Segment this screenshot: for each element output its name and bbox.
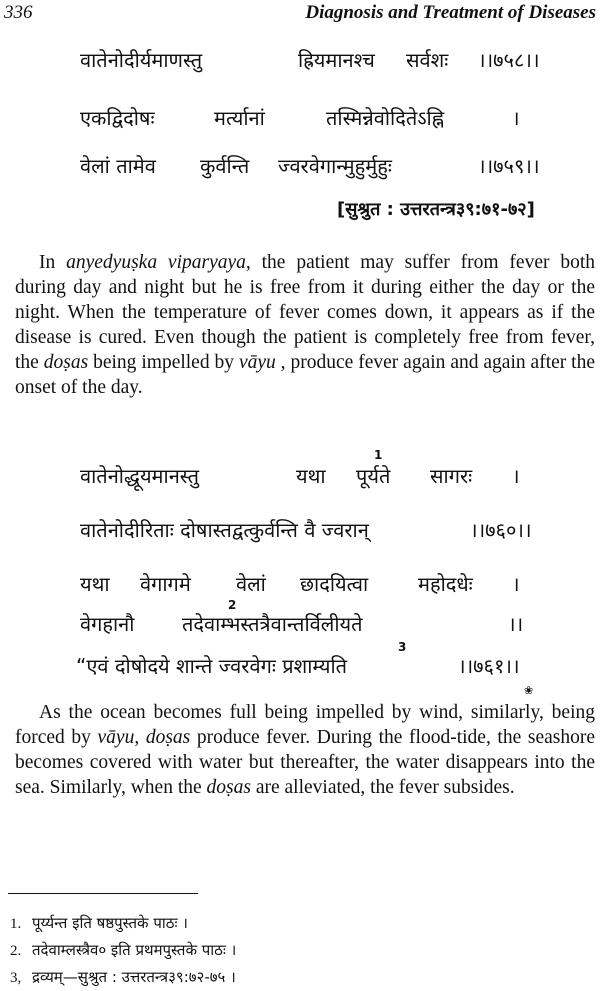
footnote-text: तदेवाम्लस्त्रैव० इति प्रथमपुस्तके पाठः । [32,941,237,959]
verse-word: वातेनोदीरिताः दोषास्तद्वत्कुर्वन्ति वै ज्वरान् [80,518,369,542]
footnote-rule [8,893,198,894]
verse-word: एकद्विदोषः [80,106,155,130]
text-run: As the ocean becomes full being impelled by wind, similarly, being forced by [15,702,595,748]
verse-word: महोदधेः [418,572,473,596]
text-run: being impelled by [88,352,239,373]
verse-word: तस्मिन्नेवोदितेऽह्नि [326,106,445,130]
page-number: 336 [4,2,33,23]
text-run: , the patient may suffer from fever both during day and night but he is free from it during either the day or the night. When the temperature of fever comes down, it appears as if the disease is cured. Even though the patient is completely free from fever, the [15,252,595,373]
footnote-text: द्रव्यम्—सुश्रुत : उत्तरतन्त्र३९:७२-७५ । [32,968,236,986]
verse-word: वेगागमे [140,572,191,596]
verse-word: यथा [296,464,326,488]
ornament-mark: ❀ [524,684,534,697]
text-run: produce fever. During the flood-tide, the seashore becomes covered with water but thereafter, the water disappears into the sea. Similarly, when the [15,727,596,798]
verse-word: सागरः [430,464,473,488]
text-run: , [134,727,146,748]
italic-term: vāyu [238,352,276,373]
text-run: are alleviated, the fever subsides. [250,777,515,798]
verse-word: “एवं दोषोदये शान्ते ज्वरवेगः प्रशाम्यति [76,654,348,678]
paragraph-1 [15,250,595,400]
footnotes [10,910,595,991]
verse-word: सर्वशः [406,48,449,72]
verse-word: वेगहानौ [80,612,135,636]
footnote-number: 2. [10,943,22,959]
italic-term: doṣas [43,352,89,373]
verse-danda: । [512,106,520,130]
verse-citation: [सुश्रुत : उत्तरतन्त्र३९:७१-७२] [337,199,535,220]
italic-term: doṣas [206,777,251,798]
italic-term: vāyu [97,727,135,748]
verse-number: ।।७५८।। [478,48,540,72]
verse-danda: ।। [508,612,524,636]
verse-word: वेलां तामेव [80,154,156,178]
italic-term: doṣas [145,727,191,748]
paragraph-2 [15,700,595,800]
footnote-text: पूर्य्यन्त इति षष्ठपुस्तके पाठः । [32,914,188,932]
footnote-item [10,937,595,964]
verse-number: ।।७५९।। [478,154,540,178]
footnote-item [10,964,595,991]
footnote-number: 3, [10,970,22,986]
footnote-item [10,910,595,937]
verse-word: कुर्वन्ति [200,154,250,178]
footnote-number: 1. [10,916,22,932]
verse-word: ह्रियमानश्च [298,48,375,72]
verse-word: तदेवाम्भस्तत्रैवान्तर्विलीयते [182,612,363,636]
running-title: Diagnosis and Treatment of Diseases [305,2,596,23]
footnote-marker: 3 [398,640,407,654]
verse-word: ज्वरवेगान्मुहुर्मुहुः [278,154,392,178]
verse-word: छादयित्वा [300,572,369,596]
verse-word: पूर्यते [356,464,391,488]
verse-danda: । [512,464,520,488]
verse-word: वातेनोदीर्यमाणस्तु [80,48,203,72]
footnote-marker: 2 [228,598,237,612]
verse-number: ।।७६१।। [458,654,520,678]
verse-danda: । [512,572,520,596]
verse-word: मर्त्यानां [214,106,265,130]
text-run: , produce fever again and again after the onset of the day. [15,352,595,398]
footnote-marker: 1 [374,448,383,462]
verse-word: वेलां [236,572,266,596]
italic-term: anyedyuṣka viparyaya [66,252,246,273]
text-run: In [39,252,67,273]
page-header [0,0,600,30]
verse-word: यथा [80,572,110,596]
verse-word: वातेनोद्धूयमानस्तु [80,464,199,488]
verse-number: ।।७६०।। [470,518,532,542]
